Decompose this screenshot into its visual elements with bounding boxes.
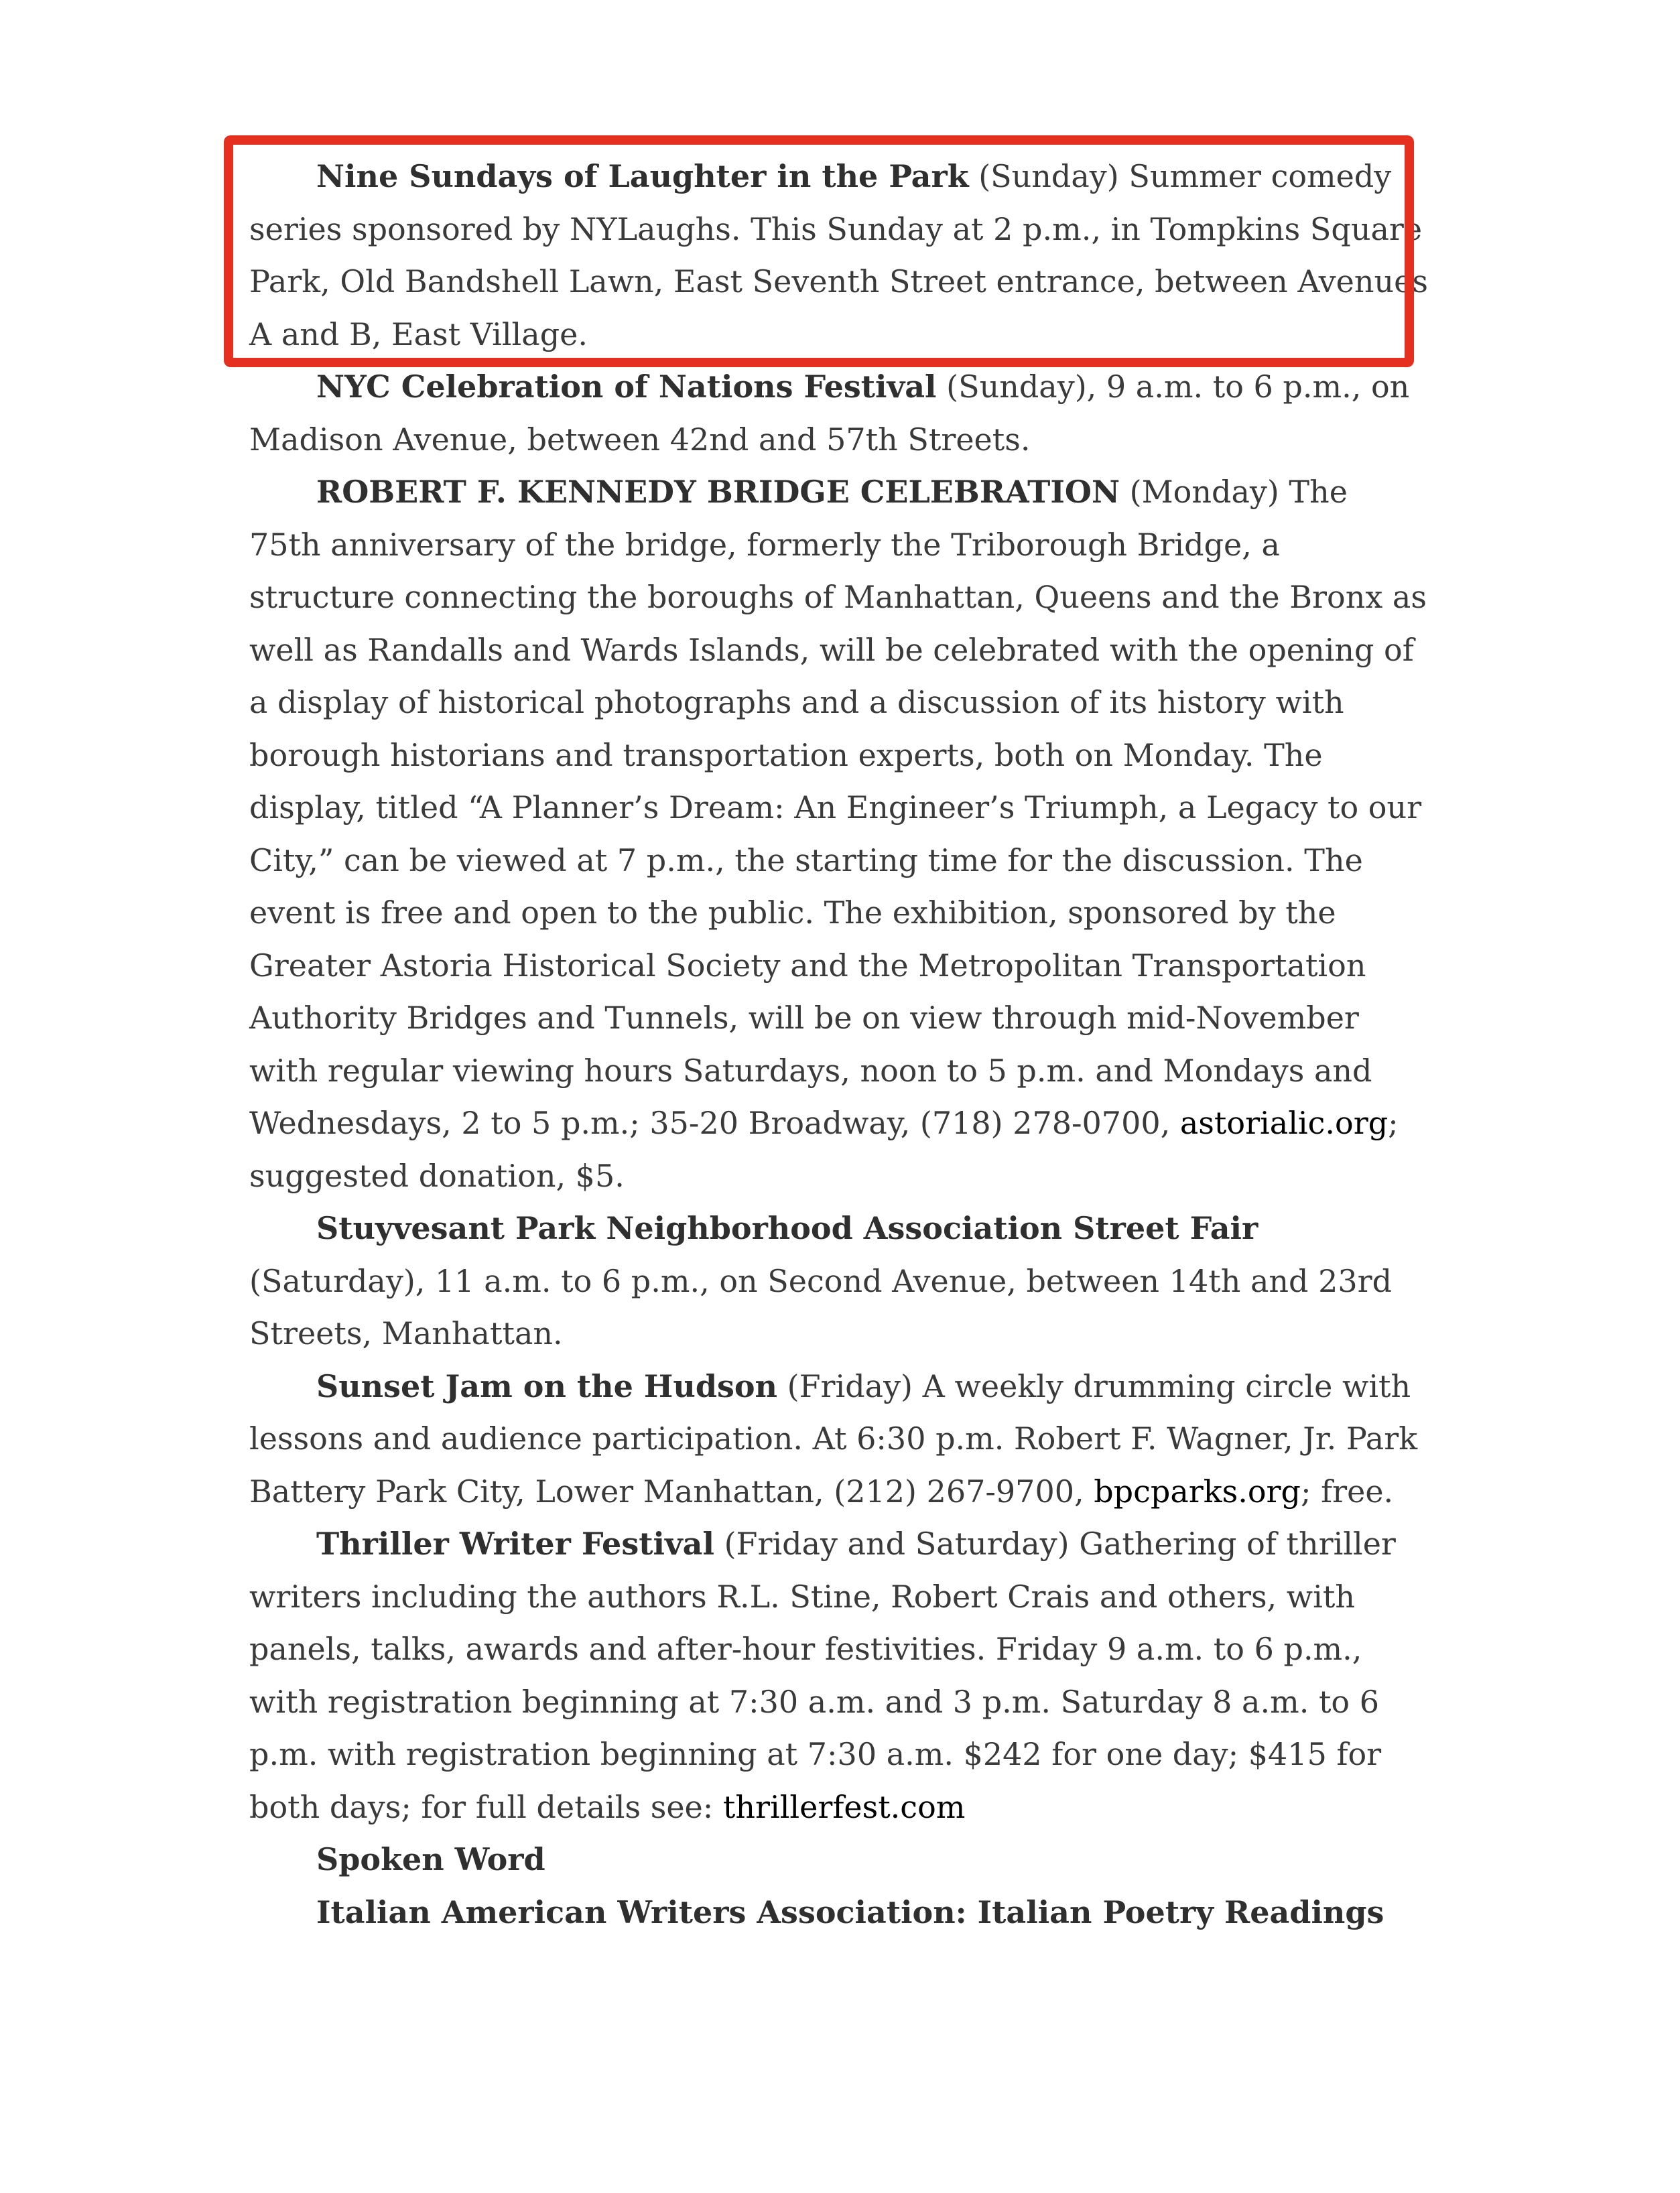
event-entry <box>249 1360 1429 1518</box>
event-title: Nine Sundays of Laughter in the Park <box>316 158 969 194</box>
event-description: (Saturday), 11 a.m. to 6 p.m., on Second Avenue, between 14th and 23rd Streets, Manhattan. <box>249 1262 1393 1351</box>
event-description: (Friday and Saturday) Gathering of thriller writers including the authors R.L. Stine, Robert Crais and others, with panels, talks, awards and after-hour festivities. Friday 9 a.m. to 6 p.m., with registration beginning at 7:30 a.m. and 3 p.m. Saturday 8 a.m. to 6 p.m. with registration beginning at 7:30 a.m. $242 for one day; $415 for both days; for full details see: <box>249 1526 1396 1825</box>
event-title: Stuyvesant Park Neighborhood Association Street Fair <box>316 1210 1258 1246</box>
event-title: Italian American Writers Association: Italian Poetry Readings <box>316 1893 1384 1930</box>
section-title: Spoken Word <box>316 1841 545 1877</box>
event-description: (Friday) A weekly drumming circle with lessons and audience participation. At 6:30 p.m. Robert F. Wagner, Jr. Park Battery Park City, Lower Manhattan, (212) 267-9700, <box>249 1368 1418 1510</box>
section-heading <box>249 1833 1429 1886</box>
event-description: (Monday) The 75th anniversary of the bridge, formerly the Triborough Bridge, a structure connecting the boroughs of Manhattan, Queens and the Bronx as well as Randalls and Wards Islands, will be celebrated with the opening of a display of historical photographs and a discussion of its history with borough historians and transportation experts, both on Monday. The display, titled “A Planner’s Dream: An Engineer’s Triumph, a Legacy to our City,” can be viewed at 7 p.m., the starting time for the discussion. The event is free and open to the public. The exhibition, sponsored by the Greater Astoria Historical Society and the Metropolitan Transportation Authority Bridges and Tunnels, will be on view through mid-November with regular viewing hours Saturdays, noon to 5 p.m. and Mondays and Wednesdays, 2 to 5 p.m.; 35-20 Broadway, (718) 278-0700, <box>249 474 1427 1141</box>
event-description: (Sunday), 9 a.m. to 6 p.m., on Madison Avenue, between 42nd and 57th Streets. <box>249 369 1410 458</box>
event-entry <box>249 360 1429 466</box>
event-description-tail: ; free. <box>1300 1473 1394 1510</box>
event-title: Sunset Jam on the Hudson <box>316 1368 778 1404</box>
event-entry <box>249 150 1429 360</box>
event-entry <box>249 1202 1429 1360</box>
event-entry <box>249 1886 1429 1939</box>
event-description: (Sunday) Summer comedy series sponsored by NYLaughs. This Sunday at 2 p.m., in Tompkins Square Park, Old Bandshell Lawn, East Seventh Street entrance, between Avenues A and B, East Village. <box>249 158 1428 352</box>
event-entry <box>249 466 1429 1202</box>
event-title: NYC Celebration of Nations Festival <box>316 369 937 405</box>
event-title: ROBERT F. KENNEDY BRIDGE CELEBRATION <box>316 474 1120 510</box>
event-link[interactable]: bpcparks.org <box>1094 1473 1301 1510</box>
event-title: Thriller Writer Festival <box>316 1526 714 1562</box>
event-link[interactable]: astorialic.org <box>1179 1105 1388 1141</box>
event-entry <box>249 1518 1429 1833</box>
event-description-tail: ; suggested donation, $5. <box>249 1105 1399 1194</box>
event-listings <box>249 150 1429 1938</box>
event-link[interactable]: thrillerfest.com <box>722 1788 966 1825</box>
